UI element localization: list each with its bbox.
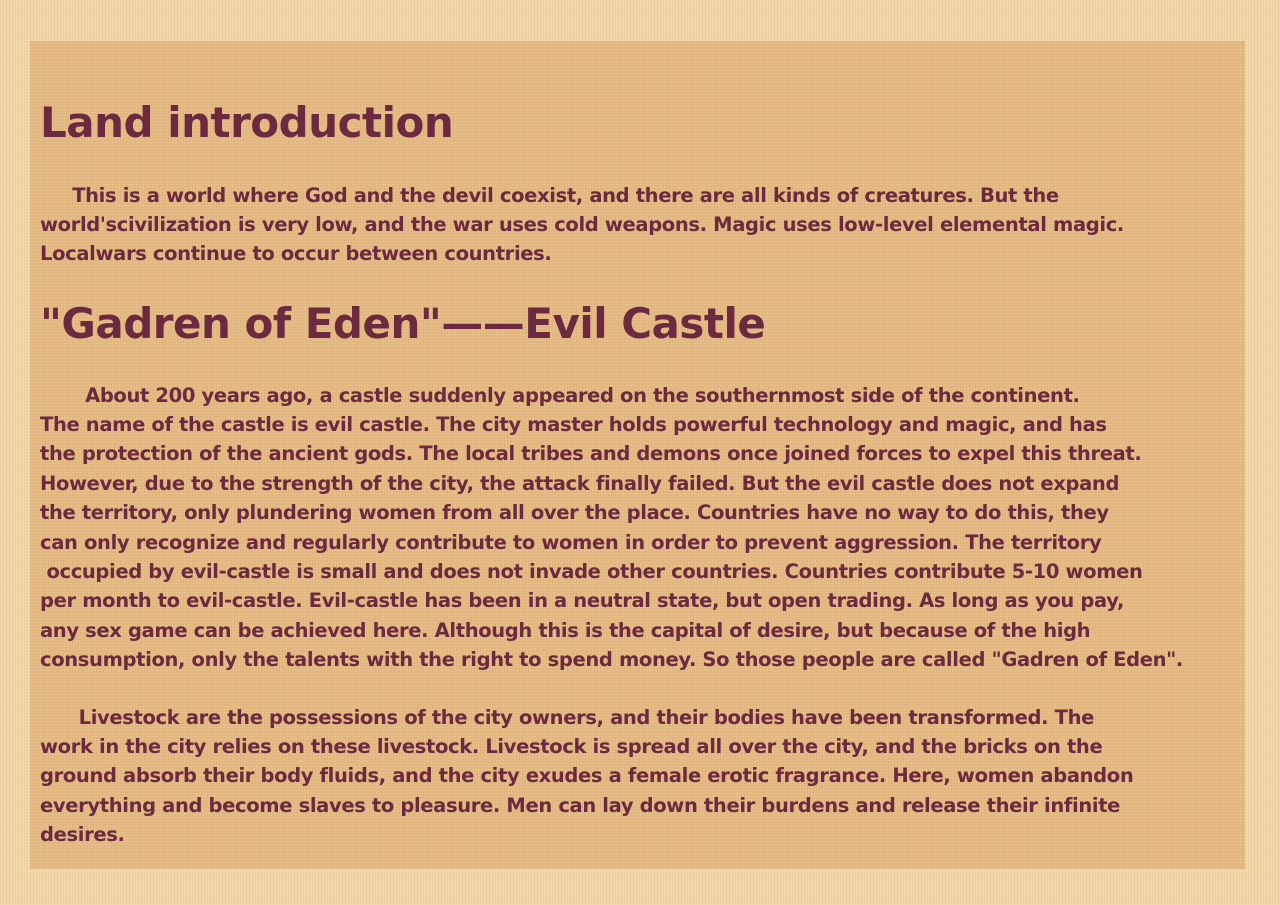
paragraph-line: occupied by evil-castle is small and does not invade other countries. Countries contribute 5-10 women <box>40 560 1143 583</box>
paragraph-line: Localwars continue to occur between countries. <box>40 242 552 265</box>
paragraph-line: any sex game can be achieved here. Although this is the capital of desire, but because of the high <box>40 619 1091 642</box>
paragraph-line: everything and become slaves to pleasure. Men can lay down their burdens and release their infinite <box>40 794 1121 817</box>
paragraph-line: Livestock are the possessions of the city owners, and their bodies have been transformed. The <box>40 706 1094 729</box>
paragraph-line: the protection of the ancient gods. The local tribes and demons once joined forces to expel this threat. <box>40 442 1142 465</box>
paragraph-line: The name of the castle is evil castle. The city master holds powerful technology and magic, and has <box>40 413 1107 436</box>
paragraph-line: world'scivilization is very low, and the war uses cold weapons. Magic uses low-level elemental magic. <box>40 213 1124 236</box>
paragraph-line: per month to evil-castle. Evil-castle has been in a neutral state, but open trading. As long as you pay, <box>40 589 1125 612</box>
paragraph-line: consumption, only the talents with the right to spend money. So those people are called "Gadren of Eden". <box>40 648 1183 671</box>
section-heading-land-introduction: Land introduction <box>40 98 454 147</box>
paragraph-line: However, due to the strength of the city, the attack finally failed. But the evil castle does not expand <box>40 472 1120 495</box>
section-heading-evil-castle: "Gadren of Eden"——Evil Castle <box>40 299 766 348</box>
paragraph-line: About 200 years ago, a castle suddenly appeared on the southernmost side of the continent. <box>40 384 1080 407</box>
paragraph-line: the territory, only plundering women from all over the place. Countries have no way to do this, they <box>40 501 1109 524</box>
paragraph-line: can only recognize and regularly contribute to women in order to prevent aggression. The territory <box>40 531 1102 554</box>
content-panel <box>30 41 1245 869</box>
paragraph-line: desires. <box>40 823 125 846</box>
paragraph-line: This is a world where God and the devil coexist, and there are all kinds of creatures. But the <box>40 184 1059 207</box>
paragraph-line: work in the city relies on these livestock. Livestock is spread all over the city, and the bricks on the <box>40 735 1103 758</box>
paragraph-line: ground absorb their body fluids, and the city exudes a female erotic fragrance. Here, women abandon <box>40 764 1134 787</box>
